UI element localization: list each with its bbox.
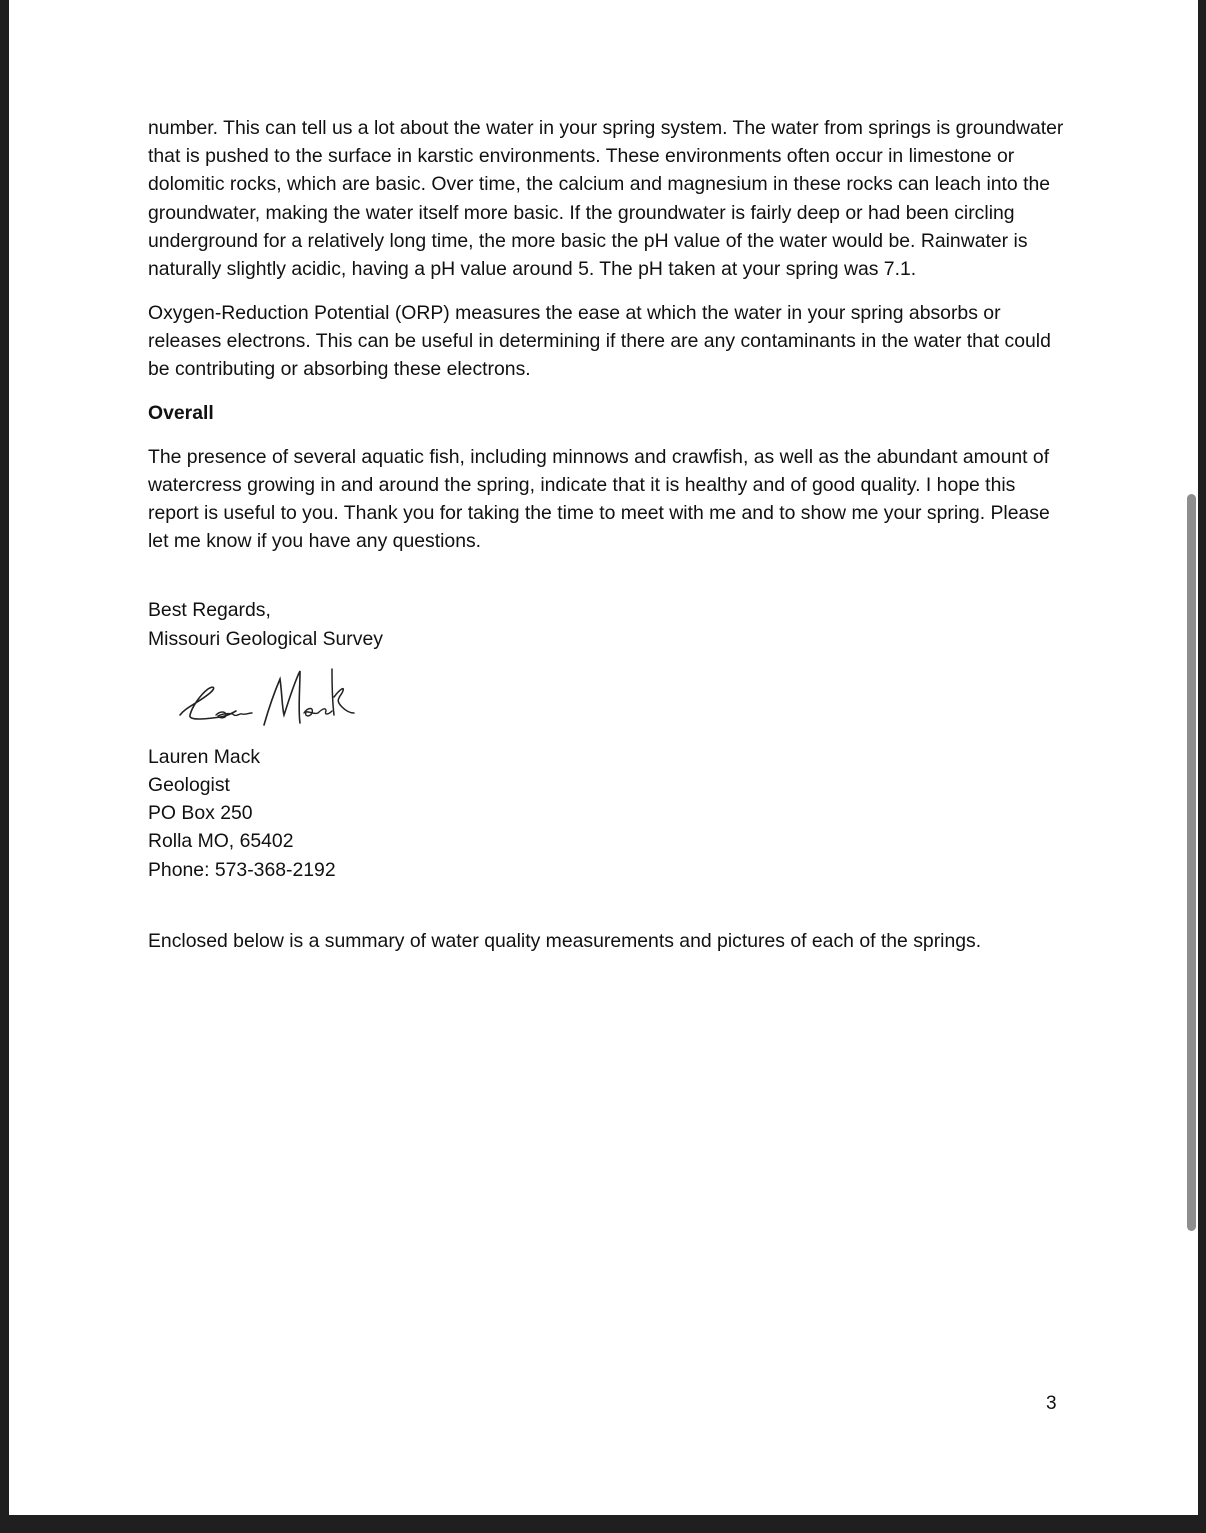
orp-paragraph: Oxygen-Reduction Potential (ORP) measures the ease at which the water in your spring absorbs or releases electrons. This can be useful in determining if there are any contaminants in the water that could be contributing or absorbing these electrons. [148,301,1051,381]
salutation: Best Regards, [148,599,271,622]
handwritten-signature [176,663,356,733]
organization: Missouri Geological Survey [148,627,383,650]
phone-line: Phone: 573-368-2192 [148,858,336,881]
overall-heading: Overall [148,401,214,424]
closing-block [148,596,1068,652]
address-line-1: PO Box 250 [148,802,253,825]
document-page [9,0,1198,1515]
ph-paragraph: number. This can tell us a lot about the water in your spring system. The water from springs is groundwater that is pushed to the surface in karstic environments. These environments often occur in limestone or dolomitic rocks, which are basic. Over time, the calcium and magnesium in these rocks can leach into the groundwater, making the water itself more basic. If the groundwater is fairly deep or had been circling underground for a relatively long time, the more basic the pH value of the water would be. Rainwater is naturally slightly acidic, having a pH value around 5. The pH taken at your spring was 7.1. [148,117,1064,281]
page-content [148,114,1068,970]
signer-title: Geologist [148,773,230,796]
overall-paragraph: The presence of several aquatic fish, including minnows and crawfish, as well as the abundant amount of watercress growing in and around the spring, indicate that it is healthy and of good quality. I hope this report is useful to you. Thank you for taking the time to meet with me and to show me your spring. Please let me know if you have any questions. [148,445,1050,553]
scrollbar-thumb[interactable] [1187,494,1196,1231]
enclosed-note: Enclosed below is a summary of water quality measurements and pictures of each of the springs. [148,929,982,952]
signer-block [148,743,1068,884]
page-number: 3 [1046,1393,1057,1414]
address-line-2: Rolla MO, 65402 [148,830,294,853]
signer-name: Lauren Mack [148,745,261,768]
